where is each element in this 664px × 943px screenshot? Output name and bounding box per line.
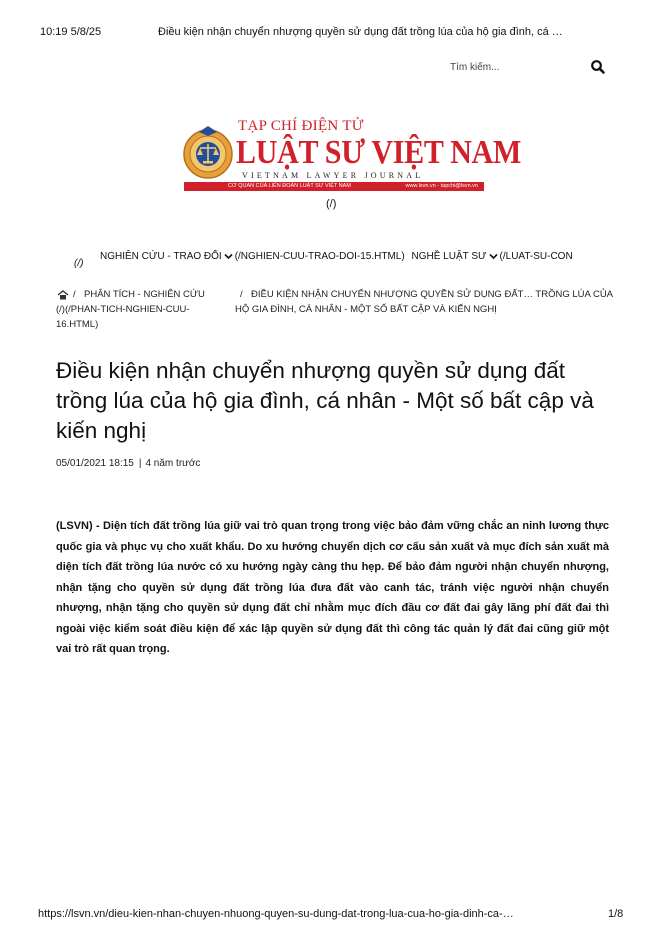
search-input[interactable] — [450, 59, 580, 75]
nav-home-link[interactable]: (/) — [74, 258, 84, 269]
logo-seal-icon — [182, 122, 234, 182]
logo-bar — [184, 182, 484, 191]
main-nav — [70, 250, 620, 272]
print-datetime: 10:19 5/8/25 — [40, 26, 102, 38]
article-meta — [56, 458, 200, 469]
article-title: Điều kiện nhận chuyển nhượng quyền sử dụng đất trồng lúa của hộ gia đình, cá nhân - Một số bất cập và kiến nghị — [56, 358, 594, 443]
print-header — [0, 0, 664, 38]
breadcrumb-category-link: (/)(/PHAN-TICH-NGHIEN-CUU-16.HTML) — [56, 304, 190, 330]
home-icon[interactable] — [57, 290, 69, 300]
article-relative-time: 4 năm trước — [145, 458, 201, 469]
meta-separator: | — [138, 458, 142, 469]
print-url: https://lsvn.vn/dieu-kien-nhan-chuyen-nhuong-quyen-su-dung-dat-trong-lua-cua-ho-gia-dinh-ca-… — [38, 908, 514, 920]
nav-item-href: (/LUAT-SU-CON — [499, 251, 573, 262]
logo-main-text: LUẬT SƯ VIỆT NAM — [236, 134, 521, 171]
article-datetime: 05/01/2021 18:15 — [56, 458, 134, 469]
breadcrumb-separator: / — [73, 289, 76, 300]
print-page-number: 1/8 — [608, 908, 624, 920]
logo-sub-text: VIETNAM LAWYER JOURNAL — [242, 171, 424, 180]
logo-link[interactable]: (/) — [326, 198, 337, 210]
breadcrumb-category-label: PHÂN TÍCH - NGHIÊN CỨU — [84, 289, 205, 300]
print-page-title: Điều kiện nhận chuyển nhượng quyền sử dụng đất trồng lúa của hộ gia đình, cá … — [158, 26, 563, 38]
breadcrumb-current: ĐIỀU KIỆN NHẬN CHUYỂN NHƯỢNG QUYỀN SỬ DỤNG ĐẤT… TRỒNG LÚA CỦA HỘ GIA ĐÌNH, CÁ NHÂN - MỘT SỐ BẤT CẬP VÀ KIẾN NGHỊ — [235, 289, 613, 315]
nav-item-href: (/NGHIEN-CUU-TRAO-DOI-15.HTML) — [234, 251, 405, 262]
nav-item-label: NGHỀ LUẬT SƯ — [411, 251, 487, 262]
nav-item-nghien-cuu[interactable] — [100, 251, 405, 262]
chevron-down-icon — [224, 253, 233, 260]
breadcrumb-separator: / — [240, 289, 243, 300]
nav-item-label: NGHIÊN CỨU - TRAO ĐỔI — [100, 251, 222, 262]
print-footer — [0, 900, 664, 920]
nav-items — [100, 251, 577, 262]
logo-bar-right-text: www.lsvn.vn - tapchi@lsvn.vn — [405, 183, 478, 189]
chevron-down-icon — [489, 253, 498, 260]
logo-top-text: TẠP CHÍ ĐIỆN TỬ — [238, 118, 364, 134]
search-box — [420, 57, 620, 79]
logo-bar-left-text: CƠ QUAN CỦA LIÊN ĐOÀN LUẬT SƯ VIỆT NAM — [228, 183, 351, 189]
nav-item-nghe-luat-su[interactable] — [411, 251, 572, 262]
search-icon[interactable] — [590, 59, 606, 75]
article-lead: (LSVN) - Diện tích đất trồng lúa giữ vai trò quan trọng trong việc bảo đảm vững chắc an ninh lương thực quốc gia và phục vụ cho xuất khẩu. Do xu hướng chuyển dịch cơ cấu sản xuất và mục đích sản xuất mà diện tích đất trồng lúa nước có xu hướng ngày càng thu hẹp. Để bảo đảm người nhận chuyển nhượng, nhận tặng cho quyền sử dụng đất trồng lúa đưa đất vào canh tác, tránh việc người nhận chuyển nhượng, nhận tặng cho quyền sử dụng đất chỉ nhằm mục đích đầu cơ đất đai gây lãng phí đất đai thì ngoài việc kiểm soát điều kiện để xác lập quyền sử dụng đất thì công tác quản lý đất đai cũng giữ một vai trò rất quan trọng. — [56, 520, 609, 655]
site-logo[interactable] — [180, 118, 521, 196]
